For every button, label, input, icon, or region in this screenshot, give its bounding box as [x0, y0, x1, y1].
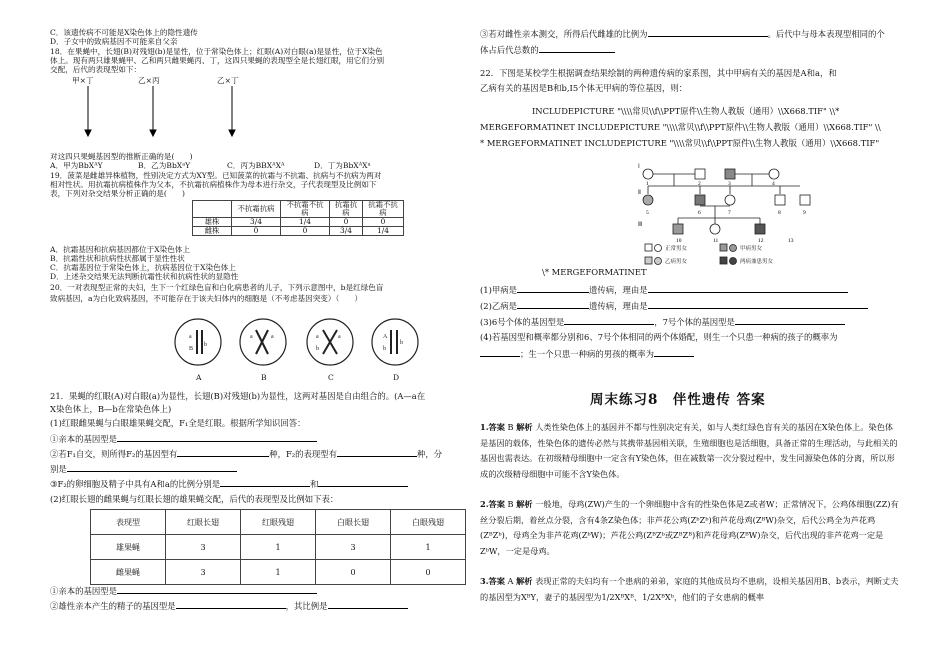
q22-include-2: MERGEFORMATINET INCLUDEPICTURE "\\\\常贝\\f\\PPT原件\\生物人教版（通用）\\X668.TIF" \\: [480, 122, 881, 132]
pedigree-number: 9: [803, 210, 806, 216]
q22-text-1: 22．下图是某校学生根据调查结果绘制的两种遗传病的家系图，其中甲病有关的基因是A和a，和: [480, 68, 837, 78]
legend-disease-b: 乙病男女: [665, 259, 688, 265]
q22-part-2-pre: (2)乙病是: [480, 301, 517, 311]
q21-cell: 3: [316, 535, 391, 560]
q18-option-c: C．丙为BBXᴬXᴬ: [227, 161, 285, 170]
q21-part1-b-line2-label: 别是: [50, 464, 67, 474]
q22-text-2: 乙病有关的基因是B和b,Ⅰ5个体无甲病的等位基因，则：: [480, 83, 688, 93]
q22-include-1: INCLUDEPICTURE "\\\\常贝\\f\\PPT原件\\生物人教版（通用）\\X668.TIF" \\*: [532, 106, 840, 116]
answer-2-num: 2.答案: [480, 499, 505, 509]
q21-cell: 3: [166, 560, 241, 585]
pedigree-number: 2: [698, 181, 701, 187]
pedigree-chart: [640, 160, 840, 270]
q21-part1-c-pre: ③F₂的卵细胞及精子中具有A和a的比例分别是: [50, 479, 221, 489]
q22-include-3: * MERGEFORMATINET INCLUDEPICTURE "\\\\常贝\\f\\PPT原件\\生物人教版（通用）\\X668.TIF": [480, 138, 880, 148]
q19-option-d: D．上述杂交结果无法判断抗霜性状和抗病性状的显隐性: [50, 272, 239, 281]
q21-part1: (1)红眼雌果蝇与白眼雄果蝇交配，F₁全是红眼。根据所学知识回答：: [50, 418, 306, 428]
legend-both: 两病兼患男女: [740, 259, 774, 265]
answer-blank[interactable]: [67, 463, 237, 472]
q21-th: 白眼残翅: [391, 510, 466, 535]
q21-part2-c-pre: ③若对雌性亲本测交，所得后代雌雄的比例为: [480, 29, 648, 39]
answer-3-text: 表现正常的夫妇均有一个患病的弟弟，家庭的其他成员均不患病，设相关基因用B、b表示，判断丈夫的基因型为XᴮY，妻子的基因型为1/2XᴮXᴮ、1/2XᴮXᵇ，他们的子女患病的概率: [480, 576, 899, 602]
q21-part2-b: [50, 600, 408, 612]
pedigree-number: 5: [646, 210, 649, 216]
q21-cell: 0: [316, 560, 391, 585]
q21-part1-b-line2: [50, 463, 237, 475]
q19-cell: 0: [363, 218, 404, 227]
q22-mergefield: \* MERGEFORMATINET: [542, 267, 647, 277]
q18-cross-1: 甲×丁: [72, 76, 94, 85]
q19-option-b: B．抗霜性状和抗病性状都属于显性性状: [50, 254, 185, 263]
q19-th: 抗霜不抗病: [363, 201, 404, 218]
q21-cell: 1: [391, 535, 466, 560]
answer-1-text: 人类性染色体上的基因并不都与性别决定有关，如与人类红绿色盲有关的基因在X染色体上。染色体是基因的载体，性染色体的遗传必然与其携带基因相关联，生殖细胞也是活细胞，具备正常的生理活动，与此相关的基因也需表达。在初级精母细胞中一定含有Y染色体，但在减数第一次分裂过程中，发生同源染色体的分离，所以形成的次级精母细胞中可能不含Y染色体。: [480, 422, 898, 479]
q22-part-1: [480, 284, 848, 296]
q21-part2-c-line2-label: 体占后代总数的: [480, 45, 539, 55]
answer-blank[interactable]: [117, 585, 317, 594]
q21-part2-b-pre: ②雄性亲本产生的精子的基因型是: [50, 601, 176, 611]
q17-option-c: C．该遗传病不可能是X染色体上的隐性遗传: [50, 28, 198, 37]
q21-cell: 雄果蝇: [91, 535, 166, 560]
q19-option-c: C．抗霜基因位于常染色体上，抗病基因位于X染色体上: [50, 263, 236, 272]
answer-blank[interactable]: [176, 600, 286, 609]
q18-cross-arrows: [50, 84, 290, 144]
answer-blank[interactable]: [564, 316, 654, 325]
answer-1-num: 1.答案: [480, 422, 505, 432]
q20-cell-label-d: D: [393, 373, 400, 382]
q19-cell: 雌株: [193, 227, 232, 236]
answer-title: 周末练习8 伴性遗传 答案: [590, 392, 766, 408]
svg-text:A: A: [383, 334, 388, 340]
q19-cell: 0: [281, 227, 330, 236]
answer-2-tag: 解析: [516, 499, 533, 509]
pedigree-number: 3: [728, 181, 731, 187]
answer-3-num: 3.答案: [480, 576, 505, 586]
q21-part2-a: [50, 585, 317, 597]
answer-blank[interactable]: [735, 316, 845, 325]
q19-cell: 0: [232, 227, 281, 236]
q22-part-2: [480, 300, 868, 312]
q21-part2-c-mid: 。后代中与母本表现型相同的个: [767, 29, 885, 39]
pedigree-number: 1: [646, 181, 649, 187]
q20-text-1: 20．一对表现型正常的夫妇，生下一个红绿色盲和白化病患者的儿子，下列示意图中，b是红绿色盲: [50, 283, 384, 292]
svg-text:a: a: [271, 334, 274, 340]
q18-text-2: 体上。现有两只雄果蝇甲、乙和两只雌果蝇丙、丁，这四只果蝇的表现型全是长翅红眼，用它们分别: [50, 56, 385, 65]
q21-text-1: 21．果蝇的红眼(A)对白眼(a)为显性，长翅(B)对残翅(b)为显性，这两对基因是自由组合的。(A—a在: [50, 391, 426, 401]
q21-part1-c: [50, 478, 408, 490]
q19-cell: 雄株: [193, 218, 232, 227]
q18-option-b: B．乙为BbXᵃY: [138, 161, 191, 170]
q21-part1-a-label: ①亲本的基因型是: [50, 434, 117, 444]
answer-blank[interactable]: [648, 300, 868, 309]
gen-label-3: Ⅲ: [638, 222, 643, 228]
svg-text:b: b: [400, 340, 403, 346]
svg-text:b: b: [204, 342, 207, 348]
q19-cell: 1/4: [363, 227, 404, 236]
answer-blank[interactable]: [177, 448, 269, 457]
q19-cell: 1/4: [281, 218, 330, 227]
answer-blank[interactable]: [117, 433, 317, 442]
q19-table: [192, 200, 404, 236]
q21-cell: 1: [241, 535, 316, 560]
q19-th: [193, 201, 232, 218]
q21-part2-b-mid: ，其比例是: [285, 601, 328, 611]
answer-1: [480, 420, 900, 482]
answer-blank[interactable]: [480, 348, 520, 357]
svg-text:a: a: [250, 334, 253, 340]
gen-label-2: Ⅱ: [638, 190, 641, 196]
q18-cross-2: 乙×丙: [138, 76, 160, 85]
answer-3-tag: 解析: [516, 576, 533, 586]
q21-part1-c-mid: 和: [310, 479, 319, 489]
q18-question: 对这四只果蝇基因型的推断正确的是( ): [50, 152, 193, 161]
answer-blank[interactable]: [539, 44, 615, 53]
q21-part2-a-label: ①亲本的基因型是: [50, 586, 117, 596]
answer-blank[interactable]: [654, 348, 694, 357]
q19-cell: 3/4: [232, 218, 281, 227]
q20-cell-label-b: B: [261, 373, 267, 382]
pedigree-number: 11: [713, 238, 719, 244]
answer-blank[interactable]: [318, 478, 408, 487]
q22-part-4: (4)若基因型和概率都分别和6、7号个体相同的两个体婚配，则生一个只患一种病的孩子的概率为: [480, 332, 838, 342]
svg-text:B: B: [189, 346, 194, 352]
q21-table: [90, 509, 466, 585]
q22-part-1-mid: 遗传病，理由是: [589, 285, 648, 295]
q21-part1-b-pre: ②若F₁自交，则所得F₂的基因型有: [50, 449, 178, 459]
q21-part2: (2)红眼长翅的雌果蝇与红眼长翅的雄果蝇交配，后代的表现型及比例如下表：: [50, 494, 339, 504]
pedigree-number: 12: [758, 238, 764, 244]
q22-part-3: [480, 316, 845, 328]
q22-part-4-mid: ；生一个只患一种病的男孩的概率为: [520, 349, 654, 359]
q21-cell: 1: [241, 560, 316, 585]
answer-1-key: B: [507, 422, 514, 432]
pedigree-number: 7: [728, 210, 731, 216]
q19-text-2: 相对性状。用抗霜抗病植株作为父本，不抗霜抗病植株作为母本进行杂交，子代表现型及比例如下: [50, 180, 377, 189]
q19-cell: 0: [330, 218, 363, 227]
answer-blank[interactable]: [220, 478, 310, 487]
answer-blank[interactable]: [328, 600, 408, 609]
q17-option-d: D．子女中的致病基因不可能来自父亲: [50, 37, 178, 46]
q19-th: 不抗霜不抗病: [281, 201, 330, 218]
legend-normal: 正常男女: [665, 246, 688, 252]
pedigree-number: 8: [778, 210, 781, 216]
q21-cell: 0: [391, 560, 466, 585]
q22-part-2-mid: 遗传病，理由是: [589, 301, 648, 311]
q21-part1-a: [50, 433, 317, 445]
q21-part2-c-line2: [480, 44, 615, 56]
answer-2-text: 一般地，母鸡(ZW)产生的一个卵细胞中含有的性染色体是Z或者W；正常情况下，公鸡体细胞(ZZ)有丝分裂后期，着丝点分裂，含有4条Z染色体；非芦花公鸡(ZᵇZᵇ)和芦花母鸡(ZᴮW)杂交，后代公鸡全为芦花鸡(ZᴮZᵇ)，母鸡全为非芦花鸡(ZᵇW)；芦花公鸡(ZᴮZᵇ或ZᴮZᴮ)和芦花母鸡(ZᴮW)杂交，后代出现的非芦花鸡一定是ZᵇW，一定是母鸡。: [480, 499, 899, 556]
svg-text:a: a: [189, 334, 192, 340]
svg-text:a: a: [338, 334, 341, 340]
q21-th: 表现型: [91, 510, 166, 535]
pedigree-number: 10: [676, 238, 682, 244]
svg-text:a: a: [316, 334, 319, 340]
answer-1-tag: 解析: [516, 422, 533, 432]
q21-part2-c: [480, 28, 885, 40]
answer-blank[interactable]: [337, 448, 417, 457]
gen-label-1: Ⅰ: [638, 164, 640, 170]
legend-disease-a: 甲病男女: [740, 246, 763, 252]
q20-text-2: 致病基因，a为白化致病基因，不可能存在于该夫妇体内的细胞是（不考虑基因突变）（ ）: [50, 294, 363, 303]
answer-blank[interactable]: [517, 300, 589, 309]
q22-part-1-pre: (1)甲病是: [480, 285, 517, 295]
q19-text-1: 19．菠菜是雌雄异株植物，性别决定方式为XY型。已知菠菜的抗霜与不抗霜、抗病与不抗病为两对: [50, 171, 382, 180]
answer-blank[interactable]: [517, 284, 589, 293]
q18-text-1: 18．在果蝇中，长翅(B)对残翅(b)是显性，位于常染色体上；红眼(A)对白眼(a)是显性，位于X染色: [50, 47, 383, 56]
answer-3-key: A: [507, 576, 514, 586]
q21-th: 红眼长翅: [166, 510, 241, 535]
q18-cross-3: 乙×丁: [217, 76, 239, 85]
pedigree-number: 13: [788, 238, 794, 244]
q21-cell: 雌果蝇: [91, 560, 166, 585]
q18-option-d: D．丁为BbXᴬXᵃ: [314, 161, 371, 170]
q21-part1-b: [50, 448, 442, 460]
answer-3: [480, 574, 900, 605]
answer-2-key: B: [507, 499, 514, 509]
q19-option-a: A．抗霜基因和抗病基因都位于X染色体上: [50, 245, 190, 254]
q19-text-3: 表，下列对杂交结果分析正确的是( ): [50, 189, 186, 198]
q21-part1-b-post: 种，分: [417, 449, 443, 459]
q21-text-2: X染色体上，B—b在常染色体上): [50, 404, 172, 414]
q21-part1-b-mid: 种，F₂的表现型有: [269, 449, 338, 459]
svg-text:b: b: [383, 346, 386, 352]
q19-cell: 3/4: [330, 227, 363, 236]
pedigree-number: 6: [698, 210, 701, 216]
q19-th: 不抗霜抗病: [232, 201, 281, 218]
q20-cell-label-a: A: [196, 373, 202, 382]
q22-part-3-mid: ，7号个体的基因型是: [654, 317, 735, 327]
q18-option-a: A．甲为BbXᴬY: [50, 161, 103, 170]
answer-blank[interactable]: [648, 284, 848, 293]
answer-2: [480, 497, 900, 559]
q21-th: 白眼长翅: [316, 510, 391, 535]
q20-cell-diagram: [168, 314, 418, 374]
q22-part-4-line2: [480, 348, 694, 360]
q18-text-3: 交配，后代的表现型如下：: [50, 65, 142, 74]
q21-cell: 3: [166, 535, 241, 560]
q21-th: 红眼残翅: [241, 510, 316, 535]
svg-text:b: b: [316, 346, 319, 352]
q22-part-3-pre: (3)6号个体的基因型是: [480, 317, 565, 327]
answer-blank[interactable]: [648, 28, 768, 37]
q20-cell-label-c: C: [328, 373, 334, 382]
q19-th: 抗霜抗病: [330, 201, 363, 218]
pedigree-number: 4: [772, 181, 775, 187]
